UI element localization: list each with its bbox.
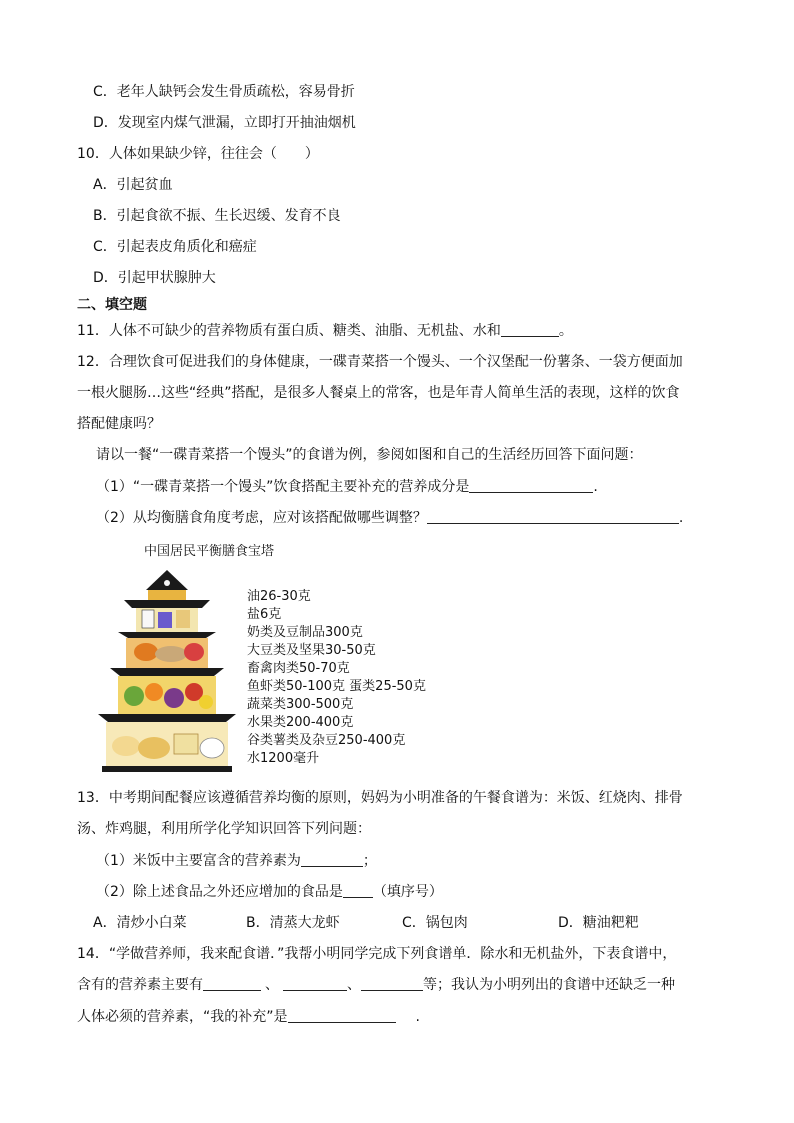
q11-end: 。 <box>558 323 573 339</box>
q14-line2 <box>77 975 675 995</box>
legend-dairy: 奶类及豆制品300克 <box>247 625 363 640</box>
q14-sep-1: 、 <box>265 977 279 993</box>
q13-option-b: B．清蒸大龙虾 <box>246 915 340 931</box>
q14-blank-3[interactable] <box>361 976 423 991</box>
q14-line3-end: . <box>415 1009 420 1025</box>
q12-sub1 <box>96 477 598 497</box>
q13-sub1-blank[interactable] <box>301 852 363 867</box>
q10-stem: 10．人体如果缺少锌，往往会（ ） <box>77 146 319 162</box>
legend-salt: 盐6克 <box>247 607 282 622</box>
q13-sub2-text: （2）除上述食品之外还应增加的食品是 <box>96 884 343 900</box>
q10-option-a: A．引起贫血 <box>93 177 173 193</box>
q12-sub2-text: （2）从均衡膳食角度考虑，应对该搭配做哪些调整？ <box>96 510 427 526</box>
q11 <box>77 321 573 341</box>
q12-sub2-blank[interactable] <box>427 509 679 524</box>
q13-line2: 汤、炸鸡腿，利用所学化学知识回答下列问题： <box>77 821 371 837</box>
q13-sub1-end: ； <box>362 853 377 869</box>
figure-title: 中国居民平衡膳食宝塔 <box>144 544 275 559</box>
q14-blank-2[interactable] <box>283 976 347 991</box>
q13-sub2-blank[interactable] <box>343 883 373 898</box>
q10-option-b: B．引起食欲不振、生长迟缓、发育不良 <box>93 208 341 224</box>
q14-sep-2: 、 <box>347 977 361 993</box>
q10-option-c: C．引起表皮角质化和癌症 <box>93 239 257 255</box>
q13-sub1-text: （1）米饭中主要富含的营养素为 <box>96 853 301 869</box>
q14-line2-text: 含有的营养素主要有 <box>77 977 203 993</box>
legend-fish-egg: 鱼虾类50-100克 蛋类25-50克 <box>247 679 426 694</box>
q12-sub1-text: （1）“一碟青菜搭一个馒头”饮食搭配主要补充的营养成分是 <box>96 479 470 495</box>
legend-grain: 谷类薯类及杂豆250-400克 <box>247 733 406 748</box>
q13-option-c: C．锅包肉 <box>402 915 468 931</box>
section-title: 二、填空题 <box>77 297 147 313</box>
legend-fruit: 水果类200-400克 <box>247 715 354 730</box>
q12-intro: 请以一餐“一碟青菜搭一个馒头”的食谱为例，参阅如图和自己的生活经历回答下面问题： <box>96 447 643 463</box>
q13-option-a: A．清炒小白菜 <box>93 915 187 931</box>
q12-line3: 搭配健康吗？ <box>77 416 161 432</box>
food-pyramid-image <box>96 568 238 774</box>
q14-blank-1[interactable] <box>203 976 261 991</box>
q12-sub2 <box>96 508 683 528</box>
q13-sub2-end: （填序号） <box>372 884 443 900</box>
q13-sub2 <box>96 882 443 902</box>
q14-line3-text: 人体必须的营养素，“我的补充”是 <box>77 1009 288 1025</box>
legend-vegetable: 蔬菜类300-500克 <box>247 697 354 712</box>
q14-line2-end: 等；我认为小明列出的食谱中还缺乏一种 <box>423 977 675 993</box>
q13-option-d: D．糖油粑粑 <box>558 915 639 931</box>
q12-sub2-end: . <box>678 510 684 526</box>
q13-line1: 13．中考期间配餐应该遵循营养均衡的原则，妈妈为小明准备的午餐食谱为：米饭、红烧肉、排骨 <box>77 790 683 806</box>
q14-line1: 14．“学做营养师，我来配食谱．”我帮小明同学完成下列食谱单．除水和无机盐外，下表食谱中， <box>77 946 677 962</box>
q12-sub1-blank[interactable] <box>469 478 593 493</box>
q14-line3 <box>77 1007 420 1027</box>
q9-option-c: C．老年人缺钙会发生骨质疏松，容易骨折 <box>93 84 355 100</box>
legend-soy: 大豆类及坚果30-50克 <box>247 643 376 658</box>
q14-blank-4[interactable] <box>288 1008 396 1023</box>
q11-answer-blank[interactable] <box>501 322 559 337</box>
q12-line2: 一根火腿肠…这些“经典”搭配，是很多人餐桌上的常客，也是年青人简单生活的表现，这样的饮食 <box>77 385 680 401</box>
q12-line1: 12．合理饮食可促进我们的身体健康，一碟青菜搭一个馒头、一个汉堡配一份薯条、一袋方便面加 <box>77 354 683 370</box>
q11-stem: 11．人体不可缺少的营养物质有蛋白质、糖类、油脂、无机盐、水和 <box>77 323 501 339</box>
q10-option-d: D．引起甲状腺肿大 <box>93 270 216 286</box>
legend-oil: 油26-30克 <box>247 589 311 604</box>
q13-sub1 <box>96 851 377 871</box>
q9-option-d: D．发现室内煤气泄漏，立即打开抽油烟机 <box>93 115 356 131</box>
q12-sub1-end: . <box>593 479 598 495</box>
legend-meat: 畜禽肉类50-70克 <box>247 661 350 676</box>
legend-water: 水1200毫升 <box>247 751 320 766</box>
